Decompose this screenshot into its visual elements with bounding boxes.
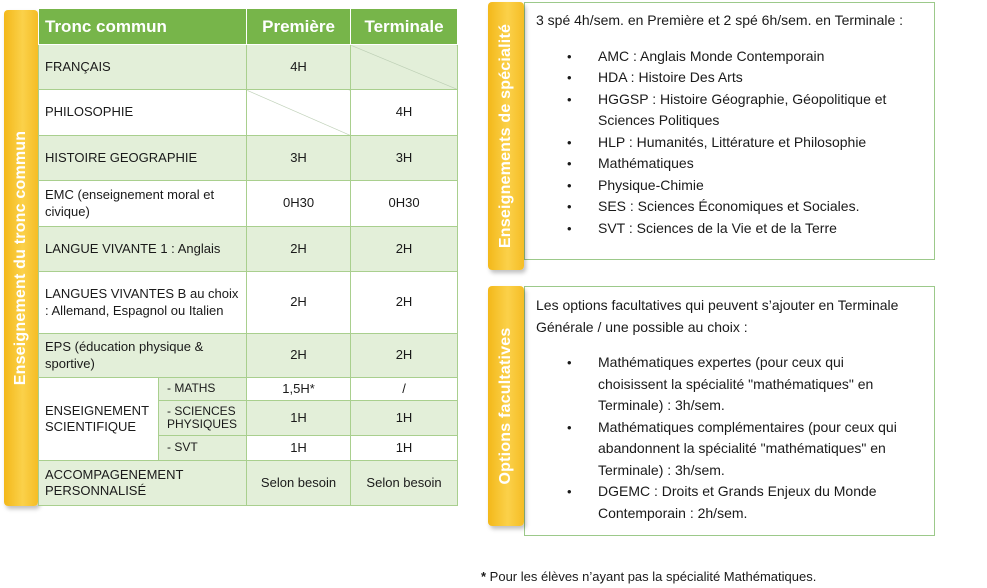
list-item-text: HLP : Humanités, Littérature et Philosophie <box>598 133 867 150</box>
list-item-text: Mathématiques <box>598 155 694 171</box>
options-list <box>536 352 926 524</box>
row-premiere: 2H <box>247 334 351 378</box>
table-row <box>39 334 458 378</box>
list-item <box>536 132 926 154</box>
specialite-tab <box>488 2 524 270</box>
curriculum-table <box>38 8 458 506</box>
row-terminale: 4H <box>351 90 458 136</box>
sub-premiere: 1H <box>247 401 351 436</box>
sub-label: - SVT <box>159 436 247 461</box>
accompagnement-terminale: Selon besoin <box>351 461 458 506</box>
bullet: • <box>567 91 572 107</box>
footnote <box>481 569 816 584</box>
list-item-text: Physique-Chimie <box>598 176 704 193</box>
bullet: • <box>567 48 572 64</box>
accompagnement-premiere: Selon besoin <box>247 461 351 506</box>
options-tab <box>488 286 524 526</box>
sub-terminale: 1H <box>351 436 458 461</box>
row-premiere: 2H <box>247 227 351 272</box>
row-label: LANGUE VIVANTE 1 : Anglais <box>39 227 247 272</box>
row-label: FRANÇAIS <box>39 45 247 90</box>
list-item <box>536 481 926 524</box>
list-item <box>536 417 926 482</box>
table-row <box>39 45 458 90</box>
list-item <box>536 352 926 417</box>
list-item <box>536 196 926 218</box>
accompagnement-label: ACCOMPAGENEMENT PERSONNALISÉ <box>39 461 247 506</box>
options-intro: Les options facultatives qui peuvent s’ajouter en Terminale Générale / une possible au choix : <box>536 297 899 335</box>
footnote-text: Pour les élèves n’ayant pas la spécialité Mathématiques. <box>486 569 817 584</box>
sub-label: - MATHS <box>159 378 247 401</box>
row-premiere: 2H <box>247 272 351 334</box>
header-tronc-commun: Tronc commun <box>39 9 247 45</box>
list-item <box>536 153 926 175</box>
list-item <box>536 218 926 240</box>
row-label: PHILOSOPHIE <box>39 90 247 136</box>
list-item-text: AMC : Anglais Monde Contemporain <box>598 47 825 64</box>
sub-terminale: 1H <box>351 401 458 436</box>
list-item <box>536 89 926 132</box>
row-label: EMC (enseignement moral et civique) <box>39 181 247 227</box>
row-terminale: 2H <box>351 272 458 334</box>
row-label: HISTOIRE GEOGRAPHIE <box>39 136 247 181</box>
row-terminale: 3H <box>351 136 458 181</box>
scientifique-label: ENSEIGNEMENT SCIENTIFIQUE <box>39 378 159 461</box>
bullet: • <box>567 220 572 236</box>
tronc-commun-tab-label: Enseignement du tronc commun <box>12 130 29 386</box>
tronc-commun-tab <box>4 10 38 506</box>
specialite-list <box>536 46 926 240</box>
row-label: LANGUES VIVANTES B au choix : Allemand, Espagnol ou Italien <box>39 272 247 334</box>
list-item <box>536 175 926 197</box>
sub-label: - SCIENCES PHYSIQUES <box>159 401 247 436</box>
list-item-text: DGEMC : Droits et Grands Enjeux du Monde Contemporain : 2h/sem. <box>598 483 877 521</box>
row-terminale: 2H <box>351 334 458 378</box>
list-item-text: HDA : Histoire Des Arts <box>598 69 743 85</box>
footnote-star: * <box>481 569 487 584</box>
row-premiere: 0H30 <box>247 181 351 227</box>
table-row <box>39 136 458 181</box>
bullet: • <box>567 355 572 370</box>
row-premiere: 4H <box>247 45 351 90</box>
bullet: • <box>567 70 572 85</box>
header-terminale: Terminale <box>351 9 458 45</box>
table-row <box>39 272 458 334</box>
row-terminale: 2H <box>351 227 458 272</box>
bullet: • <box>567 134 572 150</box>
table-row <box>39 227 458 272</box>
table-header-row <box>39 9 458 45</box>
specialite-intro: 3 spé 4h/sem. en Première et 2 spé 6h/sem. en Terminale : <box>536 12 904 28</box>
specialite-box <box>524 2 935 260</box>
sub-premiere: 1H <box>247 436 351 461</box>
list-item-text: Mathématiques expertes (pour ceux qui choisissent la spécialité "mathématiques" en Terminale) : 3h/sem. <box>598 354 874 413</box>
specialite-tab-label: Enseignements de spécialité <box>497 23 514 249</box>
list-item-text: SES : Sciences Économiques et Sociales. <box>598 198 860 214</box>
row-terminale-empty <box>351 45 458 90</box>
bullet: • <box>567 419 572 435</box>
list-item-text: HGGSP : Histoire Géographie, Géopolitique et Sciences Politiques <box>598 90 887 128</box>
bullet: • <box>567 177 572 193</box>
bullet: • <box>567 484 572 499</box>
header-premiere: Première <box>247 9 351 45</box>
table-row <box>39 181 458 227</box>
list-item <box>536 46 926 68</box>
list-item-text: SVT : Sciences de la Vie et de la Terre <box>598 219 837 236</box>
table-row <box>39 90 458 136</box>
table-row <box>39 461 458 506</box>
row-terminale: 0H30 <box>351 181 458 227</box>
bullet: • <box>567 156 572 171</box>
bullet: • <box>567 199 572 214</box>
list-item <box>536 67 926 89</box>
sub-terminale: / <box>351 378 458 401</box>
options-box <box>524 286 935 536</box>
list-item-text: Mathématiques complémentaires (pour ceux qui abandonnent la spécialité "mathématiques" en Terminale) : 3h/sem. <box>598 418 897 478</box>
table-row <box>39 378 458 401</box>
row-premiere-empty <box>247 90 351 136</box>
options-tab-label: Options facultatives <box>497 327 514 485</box>
row-label: EPS (éducation physique & sportive) <box>39 334 247 378</box>
row-premiere: 3H <box>247 136 351 181</box>
sub-premiere: 1,5H* <box>247 378 351 401</box>
